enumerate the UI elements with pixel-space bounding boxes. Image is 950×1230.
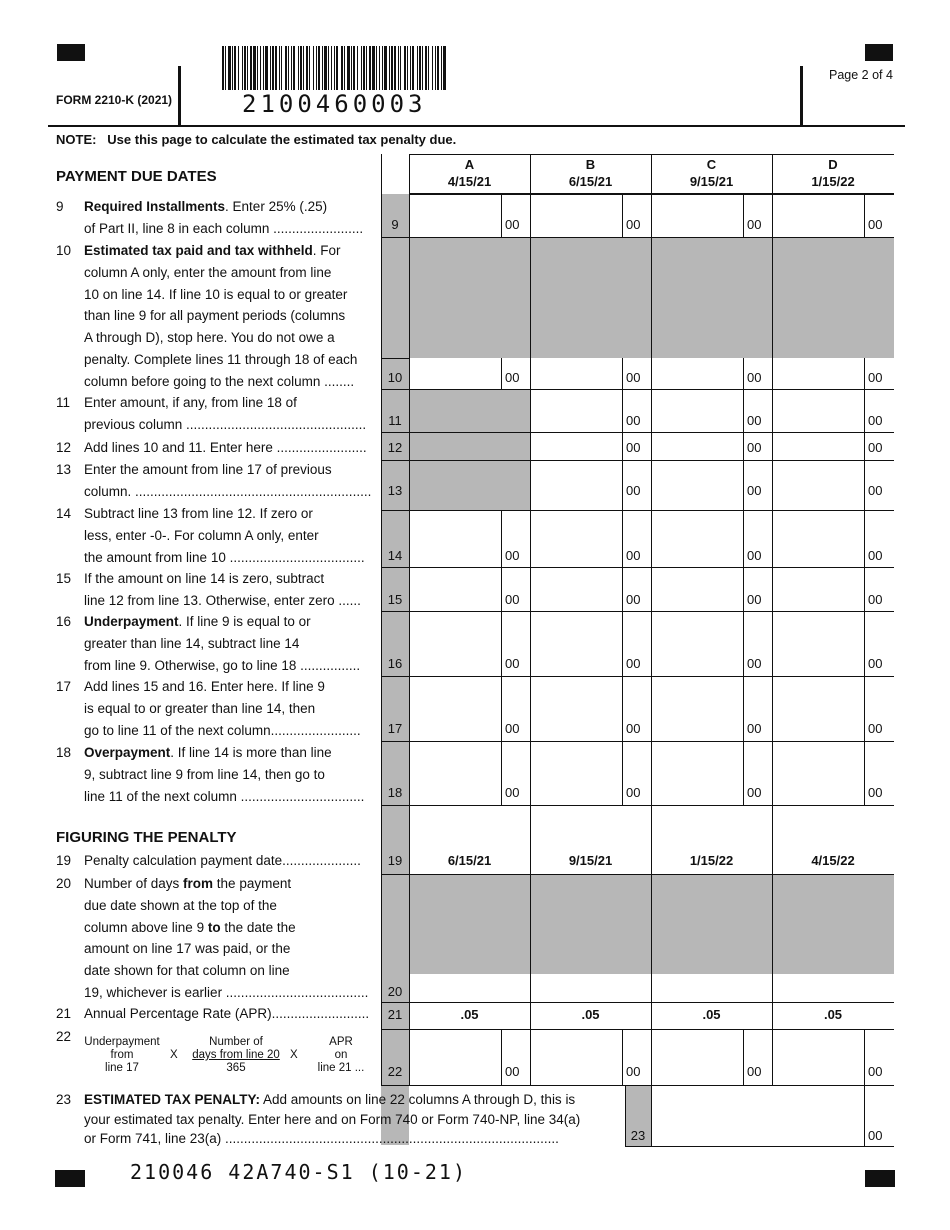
line-22-d-cents: 00 bbox=[868, 1064, 883, 1079]
grid-vline bbox=[864, 390, 865, 432]
grid-hline bbox=[381, 510, 894, 511]
column-header-d bbox=[772, 156, 894, 190]
grid-vline bbox=[864, 742, 865, 805]
line-16-a-cents: 00 bbox=[505, 656, 520, 671]
grid-vline bbox=[501, 358, 502, 389]
grid-vline bbox=[622, 742, 623, 805]
line-number: 20 bbox=[56, 876, 72, 891]
grid-vline bbox=[743, 194, 744, 237]
column-header-c bbox=[651, 156, 772, 190]
line-number: 15 bbox=[56, 571, 72, 586]
barcode bbox=[222, 46, 446, 92]
line-text: If the amount on line 14 is zero, subtract bbox=[84, 571, 325, 586]
grid-vline bbox=[622, 433, 623, 460]
line-text: less, enter -0-. For column A only, enter bbox=[84, 527, 319, 543]
line-number: 21 bbox=[56, 1006, 72, 1021]
column-header-b bbox=[530, 156, 651, 190]
grid-hline bbox=[381, 460, 894, 461]
grid-hline bbox=[381, 389, 894, 390]
column-date: 4/15/21 bbox=[447, 174, 492, 189]
line-12-c-cents: 00 bbox=[747, 440, 762, 455]
grid-vline bbox=[743, 433, 744, 460]
grid-vline bbox=[622, 677, 623, 741]
grid-vline bbox=[772, 154, 773, 1085]
grid-vline bbox=[743, 390, 744, 432]
grid-vline bbox=[743, 1030, 744, 1085]
line-10-d-cents: 00 bbox=[868, 370, 883, 385]
line-text: date shown for that column on line bbox=[84, 963, 290, 979]
line-14-c-cents: 00 bbox=[747, 548, 762, 563]
line-text: amount on line 17 was paid, or the bbox=[84, 941, 291, 957]
grid-vline bbox=[622, 461, 623, 510]
line-text: from line 9. Otherwise, go to line 18 ................ bbox=[84, 657, 361, 673]
section-figuring-the-penalty: FIGURING THE PENALTY bbox=[56, 829, 237, 846]
grid-hline bbox=[381, 237, 894, 238]
line-10-b-cents: 00 bbox=[626, 370, 641, 385]
line-15-d-cents: 00 bbox=[868, 592, 883, 607]
line-22-a-cents: 00 bbox=[505, 1064, 520, 1079]
line-text: greater than line 14, subtract line 14 bbox=[84, 635, 300, 651]
header-divider-left bbox=[178, 66, 181, 126]
line-11-b-cents: 00 bbox=[626, 413, 641, 428]
grid-vline bbox=[864, 612, 865, 676]
grid-vline bbox=[501, 612, 502, 676]
line-13-d-cents: 00 bbox=[868, 483, 883, 498]
line-14-a-cents: 00 bbox=[505, 548, 520, 563]
note-label: NOTE: bbox=[56, 132, 97, 147]
line-22-times-2: X bbox=[290, 1049, 298, 1061]
line-text: of Part II, line 8 in each column ........................ bbox=[84, 220, 364, 236]
line-16-c-cents: 00 bbox=[747, 656, 762, 671]
grid-vline bbox=[622, 511, 623, 567]
line-box-16: 16 bbox=[387, 656, 403, 671]
grid-vline bbox=[864, 1030, 865, 1085]
column-date: 9/15/21 bbox=[689, 174, 734, 189]
line-text: column A only, enter the amount from line bbox=[84, 264, 332, 280]
line-text: 19, whichever is earlier ...................................... bbox=[84, 985, 369, 1000]
page-number: Page 2 of 4 bbox=[829, 68, 893, 82]
grid-vline bbox=[743, 511, 744, 567]
line-number: 16 bbox=[56, 614, 72, 629]
line-text: ESTIMATED TAX PENALTY: Add amounts on line 22 columns A through D, this is bbox=[84, 1092, 576, 1107]
line-22-formula-underpayment: Underpayment from line 17 bbox=[84, 1036, 160, 1074]
line-box-17: 17 bbox=[387, 721, 403, 736]
line-10-c-cents: 00 bbox=[747, 370, 762, 385]
grid-hline bbox=[381, 741, 894, 742]
barcode-number: 2100460003 bbox=[242, 90, 427, 118]
grid-vline bbox=[743, 742, 744, 805]
grid-hline bbox=[381, 805, 894, 806]
line-box-19: 19 bbox=[387, 853, 403, 868]
header-bottom-rule bbox=[409, 193, 894, 195]
line-17-c-cents: 00 bbox=[747, 721, 762, 736]
line-text: Overpayment. If line 14 is more than line bbox=[84, 745, 332, 760]
grid-vline bbox=[651, 154, 652, 1085]
line-22-formula-days: Number of days from line 20 365 bbox=[192, 1036, 280, 1074]
grid-vline bbox=[622, 1030, 623, 1085]
line-18-b-cents: 00 bbox=[626, 785, 641, 800]
line-9-a-cents: 00 bbox=[505, 217, 520, 232]
line-23-cents: 00 bbox=[868, 1128, 883, 1143]
grid-vline bbox=[864, 677, 865, 741]
column-date: 6/15/21 bbox=[568, 174, 613, 189]
line-text: column. ............................................................... bbox=[84, 483, 372, 499]
line-13-b-cents: 00 bbox=[626, 483, 641, 498]
line-17-a-cents: 00 bbox=[505, 721, 520, 736]
line-15-c-cents: 00 bbox=[747, 592, 762, 607]
line-17-d-cents: 00 bbox=[868, 721, 883, 736]
grid-hline bbox=[381, 567, 894, 568]
line-18-c-cents: 00 bbox=[747, 785, 762, 800]
line-23-label-3: or Form 741, line 23(a) ......................................................................................... bbox=[84, 1131, 559, 1146]
grid-vline bbox=[622, 194, 623, 237]
grid-vline bbox=[501, 742, 502, 805]
line-text: line 11 of the next column ................................. bbox=[84, 788, 365, 804]
grid-hline bbox=[381, 611, 894, 612]
header-rule bbox=[48, 125, 905, 127]
line-text: column before going to the next column ........ bbox=[84, 373, 355, 389]
table-left-border bbox=[381, 154, 382, 1085]
grid-vline bbox=[864, 194, 865, 237]
line-box-20: 20 bbox=[387, 984, 403, 999]
grid-vline bbox=[622, 390, 623, 432]
line-21-apr-d: .05 bbox=[823, 1007, 843, 1022]
line-9-d-cents: 00 bbox=[868, 217, 883, 232]
grid-vline bbox=[864, 461, 865, 510]
line-13-c-cents: 00 bbox=[747, 483, 762, 498]
line-12-b-cents: 00 bbox=[626, 440, 641, 455]
footer-form-code: 210046 42A740-S1 (10-21) bbox=[130, 1160, 467, 1184]
line-text: Subtract line 13 from line 12. If zero or bbox=[84, 506, 313, 521]
line-19-date-a: 6/15/21 bbox=[447, 853, 492, 868]
line-box-22: 22 bbox=[387, 1064, 403, 1079]
line-21-apr-b: .05 bbox=[581, 1007, 600, 1022]
line-number: 14 bbox=[56, 506, 72, 521]
line-9-b-cents: 00 bbox=[626, 217, 641, 232]
column-letter: A bbox=[464, 157, 475, 172]
line-14-b-cents: 00 bbox=[626, 548, 641, 563]
line-text: column above line 9 to the date the bbox=[84, 919, 296, 935]
line-text: due date shown at the top of the bbox=[84, 897, 277, 913]
column-header-a bbox=[409, 156, 530, 190]
column-letter: B bbox=[585, 157, 596, 172]
line-22-formula-apr: APR on line 21 ... bbox=[317, 1036, 365, 1074]
note-text: Use this page to calculate the estimated tax penalty due. bbox=[107, 132, 457, 147]
line-text: the amount from line 10 .................................... bbox=[84, 549, 365, 565]
line-18-d-cents: 00 bbox=[868, 785, 883, 800]
grid-vline bbox=[864, 433, 865, 460]
line-text: than line 9 for all payment periods (columns bbox=[84, 308, 346, 324]
grid-vline bbox=[622, 612, 623, 676]
line-text: Enter amount, if any, from line 18 of bbox=[84, 395, 297, 410]
grid-vline bbox=[864, 568, 865, 611]
line-number: 9 bbox=[56, 199, 64, 214]
grid-vline bbox=[501, 1030, 502, 1085]
grid-vline bbox=[409, 154, 410, 1085]
grid-vline bbox=[864, 1085, 865, 1147]
header-divider-right bbox=[800, 66, 803, 126]
grid-vline bbox=[501, 568, 502, 611]
line-9-c-cents: 00 bbox=[747, 217, 762, 232]
line-number: 19 bbox=[56, 853, 72, 868]
grid-vline bbox=[622, 358, 623, 389]
column-letter: D bbox=[828, 157, 838, 172]
line-text: Annual Percentage Rate (APR).......................... bbox=[84, 1006, 370, 1021]
line-text: Penalty calculation payment date..................... bbox=[84, 853, 361, 868]
line-box-21: 21 bbox=[387, 1007, 403, 1022]
grid-vline bbox=[743, 677, 744, 741]
line-box-10: 10 bbox=[387, 370, 403, 385]
shaded-line11-a bbox=[409, 390, 530, 510]
line-number: 13 bbox=[56, 462, 72, 477]
line-21-apr-a: .05 bbox=[460, 1007, 479, 1022]
line-box-9: 9 bbox=[391, 217, 399, 232]
line-10-a-cents: 00 bbox=[505, 370, 520, 385]
line-22-number: 22 bbox=[56, 1029, 72, 1044]
grid-hline bbox=[381, 432, 894, 433]
grid-hline bbox=[625, 1085, 894, 1086]
line-box-11: 11 bbox=[388, 413, 402, 428]
grid-hline bbox=[625, 1146, 894, 1147]
line-number: 10 bbox=[56, 243, 72, 258]
grid-vline bbox=[501, 677, 502, 741]
line-15-b-cents: 00 bbox=[626, 592, 641, 607]
line-19-date-c: 1/15/22 bbox=[689, 853, 734, 868]
line-box-14: 14 bbox=[387, 548, 403, 563]
line-box-23: 23 bbox=[630, 1128, 646, 1143]
line-box-15: 15 bbox=[387, 592, 403, 607]
line-number: 18 bbox=[56, 745, 72, 760]
line-text: go to line 11 of the next column........................ bbox=[84, 722, 361, 738]
grid-hline bbox=[381, 874, 894, 875]
line-box-12: 12 bbox=[387, 440, 403, 455]
line-text: Underpayment. If line 9 is equal to or bbox=[84, 614, 311, 629]
grid-vline bbox=[501, 511, 502, 567]
column-date: 1/15/22 bbox=[811, 174, 855, 189]
grid-vline bbox=[743, 612, 744, 676]
note bbox=[56, 132, 456, 147]
line-text: line 12 from line 13. Otherwise, enter zero ...... bbox=[84, 592, 361, 608]
section-payment-due-dates: PAYMENT DUE DATES bbox=[56, 168, 217, 185]
line-11-c-cents: 00 bbox=[747, 413, 762, 428]
line-22-c-cents: 00 bbox=[747, 1064, 762, 1079]
registration-mark-bottom-right bbox=[865, 1170, 895, 1187]
grid-vline bbox=[622, 568, 623, 611]
line-14-d-cents: 00 bbox=[868, 548, 883, 563]
line-18-a-cents: 00 bbox=[505, 785, 520, 800]
line-text: Add lines 15 and 16. Enter here. If line 9 bbox=[84, 679, 325, 694]
line-19-date-b: 9/15/21 bbox=[568, 853, 613, 868]
registration-mark-bottom-left bbox=[55, 1170, 85, 1187]
grid-vline bbox=[864, 358, 865, 389]
grid-vline bbox=[530, 154, 531, 1085]
line-number: 23 bbox=[56, 1092, 72, 1107]
line-box-13: 13 bbox=[387, 483, 403, 498]
grid-vline bbox=[743, 568, 744, 611]
grid-vline bbox=[501, 194, 502, 237]
line-16-b-cents: 00 bbox=[626, 656, 641, 671]
line-12-d-cents: 00 bbox=[868, 440, 883, 455]
form-title: FORM 2210-K (2021) bbox=[56, 93, 173, 107]
line-text: penalty. Complete lines 11 through 18 of each bbox=[84, 352, 358, 367]
registration-mark-top-left bbox=[57, 44, 85, 61]
line-number: 17 bbox=[56, 679, 72, 694]
grid-vline bbox=[864, 511, 865, 567]
registration-mark-top-right bbox=[865, 44, 893, 61]
line-text: Required Installments. Enter 25% (.25) bbox=[84, 199, 328, 214]
column-letter: C bbox=[706, 157, 717, 172]
line-22-times-1: X bbox=[170, 1049, 178, 1061]
line-15-a-cents: 00 bbox=[505, 592, 520, 607]
grid-hline bbox=[381, 358, 409, 359]
grid-hline bbox=[381, 1002, 894, 1003]
line-text: Estimated tax paid and tax withheld. For bbox=[84, 243, 341, 258]
line-text: previous column ................................................ bbox=[84, 416, 367, 432]
grid-hline bbox=[381, 676, 894, 677]
line-text: is equal to or greater than line 14, then bbox=[84, 700, 316, 716]
line-number: 12 bbox=[56, 440, 72, 455]
line-19-date-d: 4/15/22 bbox=[811, 853, 855, 868]
line-17-b-cents: 00 bbox=[626, 721, 641, 736]
grid-vline bbox=[743, 461, 744, 510]
line-11-d-cents: 00 bbox=[868, 413, 883, 428]
line-text: Number of days from the payment bbox=[84, 876, 292, 891]
line-text: Add lines 10 and 11. Enter here ........................ bbox=[84, 440, 367, 455]
line-text: 10 on line 14. If line 10 is equal to or greater bbox=[84, 286, 348, 302]
grid-vline bbox=[651, 1085, 652, 1147]
grid-hline bbox=[381, 1029, 894, 1030]
line-box-18: 18 bbox=[387, 785, 403, 800]
grid-vline bbox=[743, 358, 744, 389]
line-22-b-cents: 00 bbox=[626, 1064, 641, 1079]
line-text: 9, subtract line 9 from line 14, then go to bbox=[84, 766, 325, 782]
line-21-apr-c: .05 bbox=[702, 1007, 721, 1022]
line-16-d-cents: 00 bbox=[868, 656, 883, 671]
line-number: 11 bbox=[56, 395, 71, 410]
line-text: A through D), stop here. You do not owe a bbox=[84, 330, 335, 346]
line-23-label-2: your estimated tax penalty. Enter here and on Form 740 or Form 740-NP, line 34(a) bbox=[84, 1112, 581, 1127]
line-text: Enter the amount from line 17 of previous bbox=[84, 462, 332, 477]
